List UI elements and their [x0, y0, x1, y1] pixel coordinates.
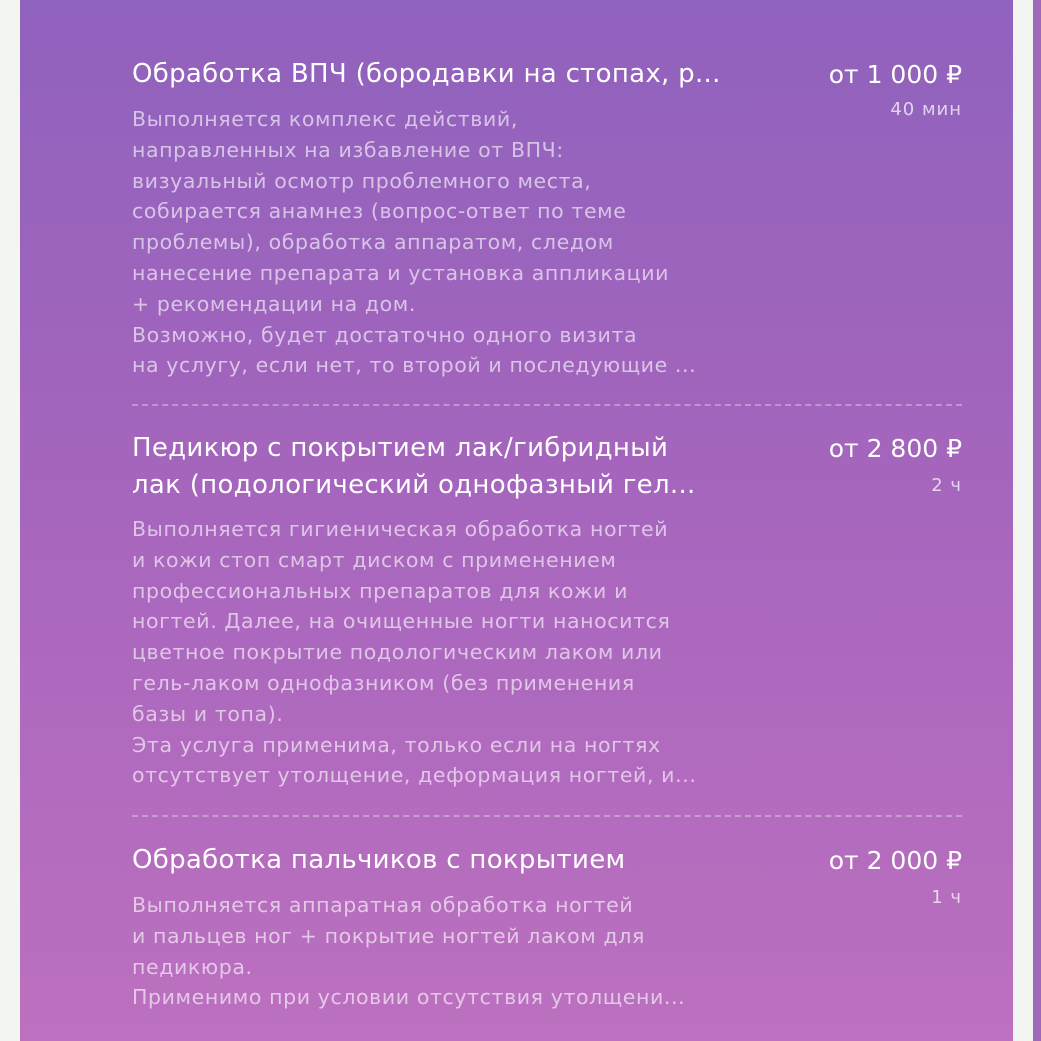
service-description: Выполняется комплекс действий, направленных на избавление от ВПЧ: визуальный осмотр проблемного места, собирается анамнез (вопрос-ответ по теме проблемы), обработка аппаратом, следом нанесение препарата и установка аппликации + рекомендации на дом. Возможно, будет достаточно одного визита на услугу, если нет, то второй и последующие ...: [132, 107, 697, 378]
service-price: от 2 000 ₽: [828, 846, 962, 875]
service-title[interactable]: Обработка пальчиков с покрытием: [132, 845, 626, 875]
service-price: от 2 800 ₽: [828, 434, 962, 463]
service-item[interactable]: [132, 56, 962, 386]
service-description: Выполняется аппаратная обработка ногтей и пальцев ног + покрытие ногтей лаком для педикюра. Применимо при условии отсутствия утолщени...: [132, 893, 686, 1010]
service-title[interactable]: Обработка ВПЧ (бородавки на стопах, р...: [132, 59, 721, 89]
service-price: от 1 000 ₽: [828, 60, 962, 89]
service-duration: 2 ч: [931, 475, 962, 496]
service-title[interactable]: Педикюр с покрытием лак/гибридный лак (подологический однофазный гел...: [132, 433, 696, 500]
service-description: Выполняется гигиеническая обработка ногтей и кожи стоп смарт диском с применением профессиональных препаратов для кожи и ногтей. Далее, на очищенные ногти наносится цветное покрытие подологическим лаком или гель-лаком однофазником (без применения базы и топа). Эта услуга применима, только если на ногтях отсутствует утолщение, деформация ногтей, и...: [132, 517, 697, 788]
divider: [132, 815, 962, 817]
divider: [132, 404, 962, 406]
service-duration: 40 мин: [890, 99, 962, 120]
services-list: [20, 0, 1013, 1041]
service-item[interactable]: [132, 430, 962, 800]
service-item[interactable]: [132, 842, 962, 1032]
left-margin: [0, 0, 20, 1041]
scrollbar[interactable]: [1033, 0, 1041, 1041]
service-duration: 1 ч: [931, 887, 962, 908]
